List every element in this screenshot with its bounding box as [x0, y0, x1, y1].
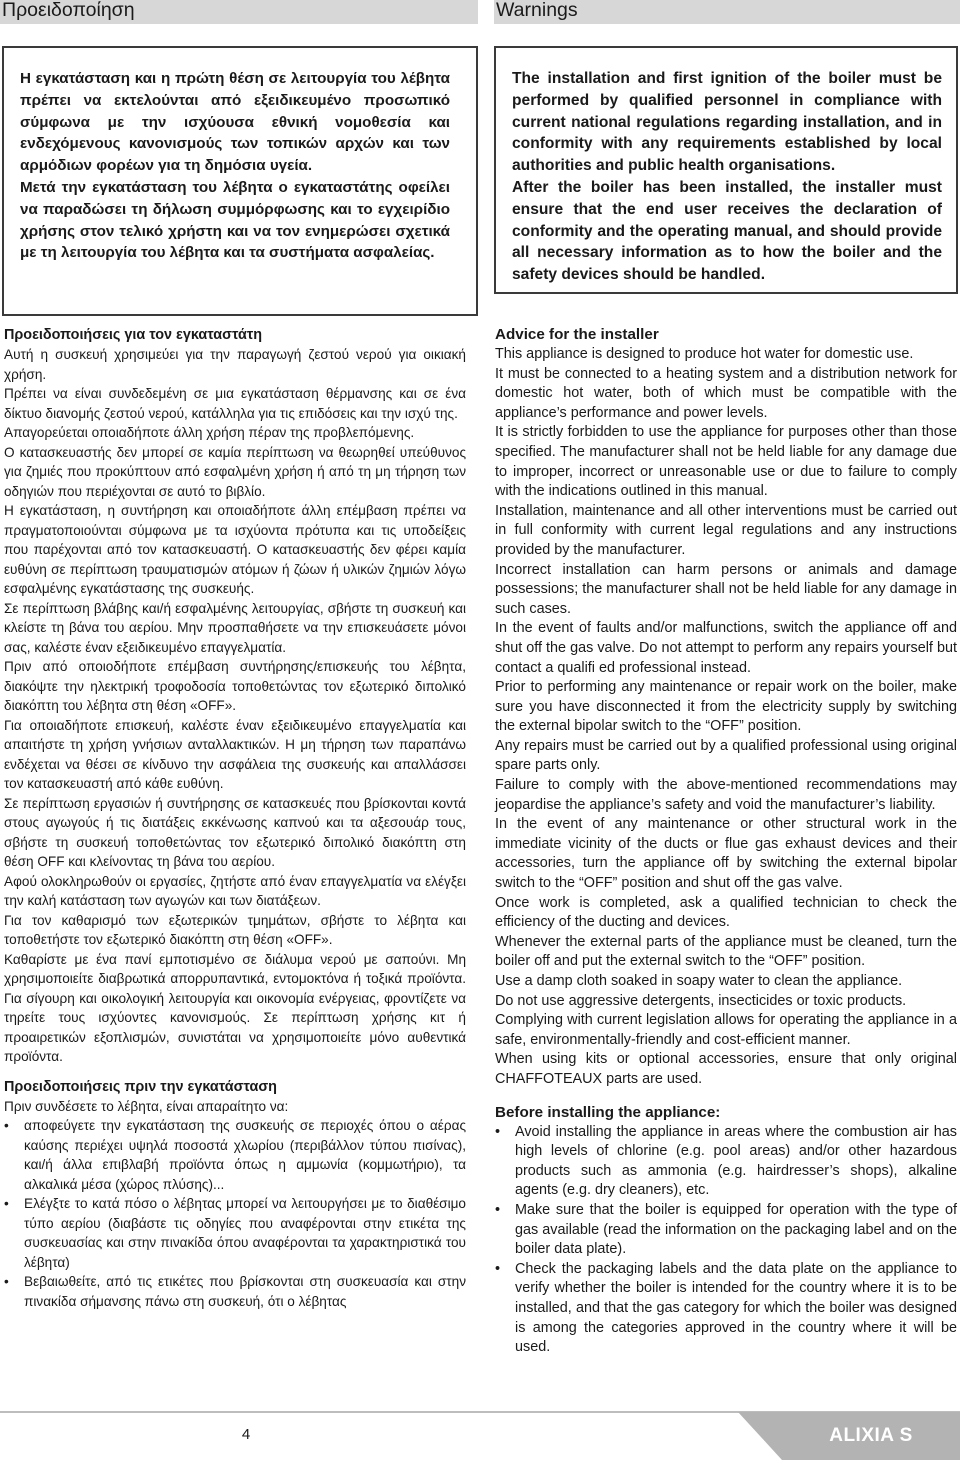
paragraph: In the event of faults and/or malfunctions, switch the appliance off and shut off the gas valve. Do not attempt to perform any repairs yourself but contact a qualifi ed professional instead. [495, 620, 957, 676]
paragraph: Incorrect installation can harm persons or animals and damage possessions; the manufacturer shall not be held liable for any damage in such cases. [495, 561, 957, 617]
paragraph: Once work is completed, ask a qualified technician to check the efficiency of the ducting and devices. [495, 894, 957, 931]
list-item: • αποφεύγετε την εγκατάσταση της συσκευής σε περιοχές όπου ο αέρας καύσης περιέχει υψηλά ποσοστά χλωρίου (περιβάλλον τύπου πισίνας), και/ή άλλα επιβλαβή προϊόντα όπως η αμμωνία (κομμωτήριο), τα αλκαλικά μέσα (χώρος πλύσης)... [4, 1116, 466, 1194]
greek-warning-paragraph: Η εγκατάσταση και η πρώτη θέση σε λειτουργία του λέβητα πρέπει να εκτελούνται από εξειδικευμένο προσωπικό σύμφωνα με την ισχύουσα εθνική νομοθεσία και ενδεχόμενους κανονισμούς των τοπικών αρχών και των αρμόδιων φορέων για τη δημόσια υγεία. [20, 70, 450, 175]
english-pre-install-heading: Before installing the appliance: [495, 1103, 721, 1121]
paragraph: Απαγορεύεται οποιαδήποτε άλλη χρήση πέραν της προβλεπόμενης. [4, 425, 415, 440]
paragraph: Do not use aggressive detergents, insecticides or toxic products. [495, 992, 907, 1009]
greek-bullet-list [4, 1116, 466, 1311]
brand-label: ALIXIA S [782, 1412, 960, 1460]
list-item: • Avoid installing the appliance in areas where the combustion air has high levels of chlorine (e.g. pool areas) and/or other hazardous products such as ammonia (e.g. hairdresser’s shops), alkaline agents (e.g. dry cleaners), etc. [495, 1123, 957, 1201]
greek-pre-install-heading: Προειδοποιήσεις πριν την εγκατάσταση [4, 1078, 277, 1095]
paragraph: In the event of any maintenance or other structural work in the immediate vicinity of the ducts or flue gas exhaust devices and their accessories, turn the appliance off by switching the external bipolar switch to the “OFF” position and shut off the gas valve. [495, 816, 957, 892]
list-item: • Check the packaging labels and the data plate on the appliance to verify whether the boiler is intended for the country where it is to be installed, and that the gas category for which the boiler was designed is among the categories approved in the country where it will be used. [495, 1260, 957, 1358]
english-warning-box [494, 46, 958, 294]
paragraph: Αυτή η συσκευή χρησιμεύει για την παραγωγή ζεστού νερού για οικιακή χρήση. [4, 347, 466, 382]
paragraph: Use a damp cloth soaked in soapy water to clean the appliance. [495, 973, 903, 989]
list-item: • Make sure that the boiler is equipped for operation with the type of gas available (read the information on the packaging label and on the boiler data plate). [495, 1201, 957, 1260]
paragraph: It must be connected to a heating system and a distribution network for domestic hot water, both of which must be compatible with the appliance’s performance and power levels. [495, 365, 957, 421]
paragraph: Για οποιαδήποτε επισκευή, καλέστε έναν εξειδικευμένο επαγγελματία και απαιτήστε τη χρήση γνήσιων ανταλλακτικών. Η μη τήρηση των παραπάνω ενδέχεται να θέσει σε κίνδυνο την ασφάλεια της συσκευής και απαλλάσσει τον κατασκευαστή από κάθε ευθύνη. [4, 717, 466, 791]
english-warning-paragraph: The installation and first ignition of the boiler must be performed by qualified personnel in compliance with current national regulations regarding installation, and in conformity with any requirements established by local authorities and public health organisations. [512, 70, 942, 175]
paragraph: Installation, maintenance and all other interventions must be carried out in full conformity with current legal regulations and any instructions provided by the manufacturer. [495, 502, 957, 558]
paragraph: It is strictly forbidden to use the appliance for purposes other than those specified. The manufacturer shall not be held liable for any damage due to improper, incorrect or unreasonable use or due to failure to comply with the indications outlined in this manual. [495, 424, 957, 500]
paragraph: Αφού ολοκληρωθούν οι εργασίες, ζητήστε από έναν επαγγελματία να ελέγξει την καλή κατάσταση των αγωγών και των διατάξεων. [4, 873, 466, 908]
paragraph: Η εγκατάσταση, η συντήρηση και οποιαδήποτε άλλη επέμβαση πρέπει να πραγματοποιούνται σύμφωνα με τα ισχύοντα πρότυπα και τις υποδείξεις που παρέχονται από τον κατασκευαστή. Ο κατασκευαστής δεν φέρει καμία ευθύνη σε περίπτωση τραυματισμών ατόμων ή ζώων ή υλικών ζημιών λόγω εσφαλμένης εγκατάστασης της συσκευής. [4, 503, 466, 596]
paragraph: Για τον καθαρισμό των εξωτερικών τμημάτων, σβήστε το λέβητα και τοποθετήστε τον εξωτερικό διακόπτη στη θέση «OFF». [4, 912, 466, 947]
paragraph: Any repairs must be carried out by a qualified professional using original spare parts only. [495, 737, 957, 774]
paragraph: Whenever the external parts of the appliance must be cleaned, turn the boiler off and put the external switch to the “OFF” position. [495, 933, 957, 970]
english-installer-heading: Advice for the installer [495, 326, 659, 343]
english-warning-paragraph: After the boiler has been installed, the installer must ensure that the end user receives the declaration of conformity and the operating manual, and should provide all necessary information as to how the boiler and the safety devices should be handled. [512, 178, 942, 284]
list-item: • Ελέγξτε το κατά πόσο ο λέβητας μπορεί να λειτουργήσει με το διαθέσιμο τύπο αερίου (διαβάστε τις οδηγίες που αναφέρονται στην ετικέτα της συσκευασίας και στην πινακίδα όπου αναφέρονται τα χαρακτηριστικά του λέβητα) [4, 1194, 466, 1272]
paragraph: Prior to performing any maintenance or repair work on the boiler, make sure you have disconnected it from the electricity supply by switching the external bipolar switch to the “OFF” position. [495, 679, 957, 735]
paragraph: Πρέπει να είναι συνδεδεμένη σε μια εγκατάσταση θέρμανσης και σε ένα δίκτυο διανομής ζεστού νερού, κατάλληλα για τις επιδόσεις και την ισχύ της. [4, 386, 466, 421]
paragraph: Ο κατασκευαστής δεν μπορεί σε καμία περίπτωση να θεωρηθεί υπεύθυνος για ζημιές που προκύπτουν από εσφαλμένη χρήση ή από τη μη τήρηση των οδηγιών που περιέχονται σε αυτό το βιβλίο. [4, 444, 466, 499]
paragraph: Complying with current legislation allows for operating the appliance in a safe, environmentally-friendly and cost-efficient manner. [495, 1012, 957, 1048]
paragraph: When using kits or optional accessories, ensure that only original CHAFFOTEAUX parts are used. [495, 1051, 957, 1087]
paragraph: Καθαρίστε με ένα πανί εμποτισμένο σε διάλυμα νερού με σαπούνι. Μη χρησιμοποιείτε διαβρωτικά απορρυπαντικά, εντομοκτόνα ή τοξικά προϊόντα. Για σίγουρη και οικολογική λειτουργία και οικονομία ενέργειας, φροντίζετε να τηρείτε τους ισχύοντες κανονισμούς. Σε περίπτωση χρήσης κιτ ή προαιρετικών εξοπλισμών, συνιστάται να χρησιμοποιείτε μόνο αυθεντικά προϊόντα. [4, 951, 466, 1064]
paragraph: Πριν συνδέσετε το λέβητα, είναι απαραίτητο να: [4, 1098, 289, 1114]
page-number: 4 [241, 1426, 251, 1443]
greek-column [4, 325, 466, 1311]
greek-section-title: Προειδοποίηση [0, 0, 478, 24]
brand-tab-corner [738, 1412, 782, 1460]
paragraph: Σε περίπτωση βλάβης και/ή εσφαλμένης λειτουργίας, σβήστε τη συσκευή και κλείστε τη βάνα του αερίου. Μην προσπαθήσετε να την επισκευάσετε μόνοι σας, καλέστε έναν εξειδικευμένο επαγγελματία. [4, 600, 466, 655]
greek-installer-heading: Προειδοποιήσεις για τον εγκαταστάτη [4, 327, 263, 343]
paragraph: This appliance is designed to produce hot water for domestic use. [495, 346, 914, 362]
paragraph: Πριν από οποιοδήποτε επέμβαση συντήρησης/επισκευής του λέβητα, διακόψτε την ηλεκτρική τροφοδοσία τοποθετώντας τον εξωτερικό διπολικό διακόπτη του λέβητα στη θέση «OFF». [4, 659, 466, 713]
english-column [495, 325, 957, 1358]
greek-warning-box [2, 46, 478, 316]
english-section-title: Warnings [494, 0, 960, 24]
greek-warning-paragraph: Μετά την εγκατάσταση του λέβητα ο εγκαταστάτης οφείλει να παραδώσει τη δήλωση συμμόρφωσης και το εγχειρίδιο χρήσης στον τελικό χρήστη και να τον ενημερώσει σχετικά με τη λειτουργία του λέβητα και τα συστήματα ασφαλείας. [20, 178, 450, 262]
english-bullet-list [495, 1123, 957, 1358]
paragraph: Σε περίπτωση εργασιών ή συντήρησης σε κατασκευές που βρίσκονται κοντά στους αγωγούς ή τις διατάξεις εκκένωσης καπνού και τα αξεσουάρ τους, σβήστε τη συσκευή τοποθετώντας τον εξωτερικό διπολικό διακόπτη στη θέση OFF και κλείνοντας τη βάνα του αερίου. [4, 795, 466, 869]
paragraph: Failure to comply with the above-mentioned recommendations may jeopardise the appliance’s safety and void the manufacturer’s liability. [495, 777, 957, 813]
list-item: • Βεβαιωθείτε, από τις ετικέτες που βρίσκονται στη συσκευασία και στην πινακίδα σήμανσης πάνω στη συσκευή, ότι ο λέβητας [4, 1272, 466, 1311]
